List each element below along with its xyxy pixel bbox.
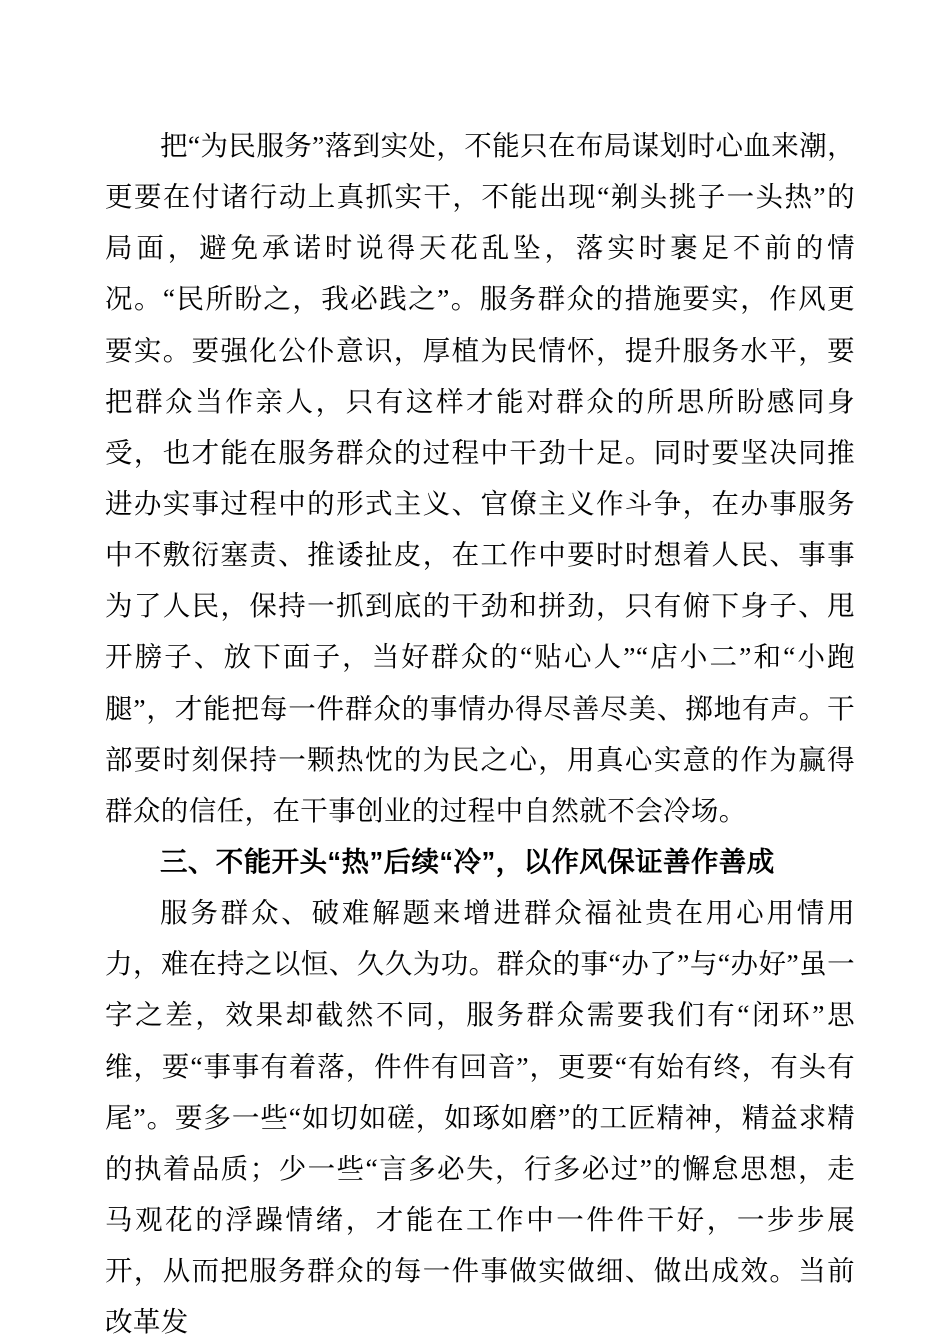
- document-body: [105, 120, 855, 1344]
- paragraph-service-implementation: 把“为民服务”落到实处，不能只在布局谋划时心血来潮，更要在付诸行动上真抓实干，不能出现“剃头挑子一头热”的局面，避免承诺时说得天花乱坠，落实时裹足不前的情况。“民所盼之，我必践之”。服务群众的措施要实，作风更要实。要强化公仆意识，厚植为民情怀，提升服务水平，要把群众当作亲人，只有这样才能对群众的所思所盼感同身受，也才能在服务群众的过程中干劲十足。同时要坚决同推进办实事过程中的形式主义、官僚主义作斗争，在办事服务中不敷衍塞责、推诿扯皮，在工作中要时时想着人民、事事为了人民，保持一抓到底的干劲和拼劲，只有俯下身子、甩开膀子、放下面子，当好群众的“贴心人”“店小二”和“小跑腿”，才能把每一件群众的事情办得尽善尽美、掷地有声。干部要时刻保持一颗热忱的为民之心，用真心实意的作为赢得群众的信任，在干事创业的过程中自然就不会冷场。: [105, 130, 855, 826]
- section-heading-three: 三、不能开头“热”后续“冷”，以作风保证善作善成: [160, 845, 775, 877]
- paragraph-closed-loop-thinking: 服务群众、破难解题来增进群众福祉贵在用心用情用力，难在持之以恒、久久为功。群众的事“办了”与“办好”虽一字之差，效果却截然不同，服务群众需要我们有“闭环”思维，要“事事有着落，件件有回音”，更要“有始有终，有头有尾”。要多一些“如切如磋，如琢如磨”的工匠精神，精益求精的执着品质；少一些“言多必失，行多必过”的懈怠思想，走马观花的浮躁情绪，才能在工作中一件件干好，一步步展开，从而把服务群众的每一件事做实做细、做出成效。当前改革发: [105, 897, 855, 1338]
